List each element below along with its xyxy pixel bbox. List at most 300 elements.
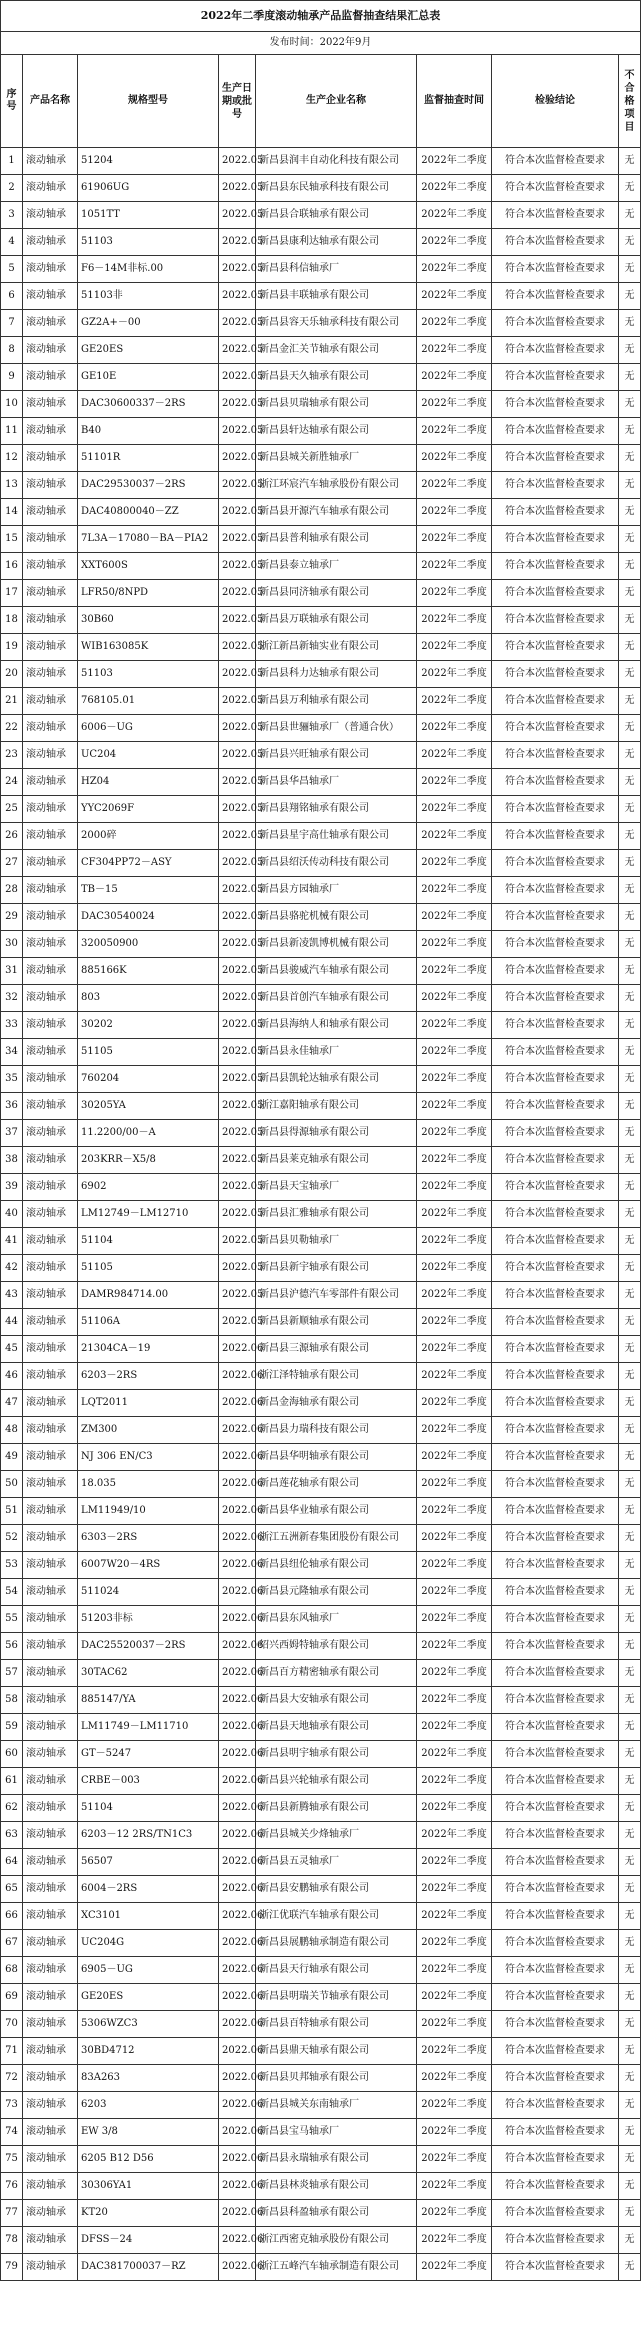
row-model: CF304PP72－ASY [78,850,219,877]
row-failed: 无 [619,1984,641,2011]
row-date: 2022.05 [219,661,256,688]
row-product: 滚动轴承 [23,1147,78,1174]
table-row [1,688,641,715]
row-time: 2022年二季度 [417,1390,492,1417]
row-failed: 无 [619,985,641,1012]
row-failed: 无 [619,1660,641,1687]
row-index: 24 [1,769,23,796]
row-conclusion: 符合本次监督检查要求 [492,1309,619,1336]
row-model: 51203非标 [78,1606,219,1633]
row-time: 2022年二季度 [417,1849,492,1876]
row-company: 新昌县兴轮轴承有限公司 [256,1768,417,1795]
row-conclusion: 符合本次监督检查要求 [492,364,619,391]
row-time: 2022年二季度 [417,607,492,634]
row-date: 2022.05 [219,1174,256,1201]
row-index: 18 [1,607,23,634]
row-model: WIB163085K [78,634,219,661]
row-index: 73 [1,2092,23,2119]
row-conclusion: 符合本次监督检查要求 [492,904,619,931]
row-time: 2022年二季度 [417,1714,492,1741]
row-date: 2022.05 [219,715,256,742]
row-time: 2022年二季度 [417,1471,492,1498]
row-product: 滚动轴承 [23,796,78,823]
row-date: 2022.06 [219,2227,256,2254]
row-company: 浙江泽特轴承有限公司 [256,1363,417,1390]
row-time: 2022年二季度 [417,1228,492,1255]
row-time: 2022年二季度 [417,1093,492,1120]
row-failed: 无 [619,1525,641,1552]
row-index: 1 [1,148,23,175]
row-company: 新昌县东民轴承科技有限公司 [256,175,417,202]
row-conclusion: 符合本次监督检查要求 [492,1012,619,1039]
row-date: 2022.05 [219,904,256,931]
row-conclusion: 符合本次监督检查要求 [492,1579,619,1606]
table-row [1,1957,641,1984]
row-company: 新昌县天久轴承有限公司 [256,364,417,391]
row-time: 2022年二季度 [417,1174,492,1201]
row-conclusion: 符合本次监督检查要求 [492,2227,619,2254]
row-company: 新昌县骆驼机械有限公司 [256,904,417,931]
row-conclusion: 符合本次监督检查要求 [492,634,619,661]
row-conclusion: 符合本次监督检查要求 [492,823,619,850]
row-date: 2022.06 [219,2038,256,2065]
row-date: 2022.06 [219,1741,256,1768]
table-row [1,1417,641,1444]
row-time: 2022年二季度 [417,445,492,472]
row-conclusion: 符合本次监督检查要求 [492,1633,619,1660]
row-time: 2022年二季度 [417,1282,492,1309]
row-model: 6905－UG [78,1957,219,1984]
table-row [1,391,641,418]
row-failed: 无 [619,877,641,904]
row-product: 滚动轴承 [23,1282,78,1309]
row-date: 2022.05 [219,337,256,364]
row-date: 2022.06 [219,1822,256,1849]
row-date: 2022.06 [219,1525,256,1552]
row-failed: 无 [619,202,641,229]
table-row [1,1714,641,1741]
row-product: 滚动轴承 [23,688,78,715]
row-conclusion: 符合本次监督检查要求 [492,2038,619,2065]
row-index: 48 [1,1417,23,1444]
row-company: 新昌县五灵轴承厂 [256,1849,417,1876]
row-model: 61906UG [78,175,219,202]
row-conclusion: 符合本次监督检查要求 [492,337,619,364]
row-date: 2022.06 [219,1471,256,1498]
row-index: 2 [1,175,23,202]
row-time: 2022年二季度 [417,823,492,850]
row-company: 新昌县力瑞科技有限公司 [256,1417,417,1444]
row-conclusion: 符合本次监督检查要求 [492,688,619,715]
table-row [1,634,641,661]
row-index: 7 [1,310,23,337]
table-row [1,1147,641,1174]
row-time: 2022年二季度 [417,499,492,526]
row-product: 滚动轴承 [23,1174,78,1201]
table-row [1,283,641,310]
row-conclusion: 符合本次监督检查要求 [492,256,619,283]
row-time: 2022年二季度 [417,256,492,283]
row-product: 滚动轴承 [23,337,78,364]
row-date: 2022.06 [219,2092,256,2119]
row-failed: 无 [619,769,641,796]
table-row [1,1876,641,1903]
row-failed: 无 [619,1822,641,1849]
row-failed: 无 [619,2065,641,2092]
row-date: 2022.05 [219,742,256,769]
row-date: 2022.06 [219,1687,256,1714]
row-model: 6006－UG [78,715,219,742]
row-failed: 无 [619,2173,641,2200]
table-row [1,2254,641,2281]
row-date: 2022.05 [219,283,256,310]
row-model: HZ04 [78,769,219,796]
row-product: 滚动轴承 [23,634,78,661]
row-company: 新昌县华明轴承有限公司 [256,1444,417,1471]
row-conclusion: 符合本次监督检查要求 [492,1768,619,1795]
table-row [1,823,641,850]
row-company: 新昌县贝勒轴承厂 [256,1228,417,1255]
table-row [1,661,641,688]
row-conclusion: 符合本次监督检查要求 [492,2254,619,2281]
row-failed: 无 [619,1930,641,1957]
row-model: GE10E [78,364,219,391]
table-row [1,229,641,256]
row-date: 2022.05 [219,877,256,904]
row-index: 26 [1,823,23,850]
row-index: 22 [1,715,23,742]
row-product: 滚动轴承 [23,2119,78,2146]
header-index: 序号 [1,55,23,148]
row-company: 新昌县容天乐轴承科技有限公司 [256,310,417,337]
row-time: 2022年二季度 [417,283,492,310]
row-model: B40 [78,418,219,445]
row-time: 2022年二季度 [417,1795,492,1822]
table-row [1,1255,641,1282]
row-product: 滚动轴承 [23,1498,78,1525]
row-product: 滚动轴承 [23,283,78,310]
row-model: DAC29530037－2RS [78,472,219,499]
row-time: 2022年二季度 [417,931,492,958]
row-company: 新昌县城关东南轴承厂 [256,2092,417,2119]
row-failed: 无 [619,445,641,472]
row-index: 51 [1,1498,23,1525]
row-date: 2022.06 [219,1579,256,1606]
row-conclusion: 符合本次监督检查要求 [492,499,619,526]
row-time: 2022年二季度 [417,2038,492,2065]
table-row [1,337,641,364]
row-time: 2022年二季度 [417,1687,492,1714]
row-time: 2022年二季度 [417,1822,492,1849]
row-index: 46 [1,1363,23,1390]
row-index: 77 [1,2200,23,2227]
row-model: 203KRR－X5/8 [78,1147,219,1174]
header-row [1,55,641,148]
row-failed: 无 [619,472,641,499]
row-model: 760204 [78,1066,219,1093]
row-company: 新昌县华业轴承有限公司 [256,1498,417,1525]
row-failed: 无 [619,283,641,310]
row-company: 新昌县莱克轴承有限公司 [256,1147,417,1174]
row-date: 2022.05 [219,472,256,499]
row-model: 83A263 [78,2065,219,2092]
row-failed: 无 [619,1903,641,1930]
row-conclusion: 符合本次监督检查要求 [492,1525,619,1552]
row-time: 2022年二季度 [417,1336,492,1363]
table-row [1,445,641,472]
row-product: 滚动轴承 [23,418,78,445]
table-row [1,1471,641,1498]
table-row [1,877,641,904]
row-product: 滚动轴承 [23,2254,78,2281]
row-index: 29 [1,904,23,931]
row-conclusion: 符合本次监督检查要求 [492,2146,619,2173]
row-company: 新昌县展鹏轴承制造有限公司 [256,1930,417,1957]
row-time: 2022年二季度 [417,1525,492,1552]
table-row [1,364,641,391]
row-date: 2022.05 [219,1066,256,1093]
row-time: 2022年二季度 [417,742,492,769]
row-product: 滚动轴承 [23,769,78,796]
row-product: 滚动轴承 [23,472,78,499]
row-failed: 无 [619,607,641,634]
row-index: 68 [1,1957,23,1984]
row-index: 72 [1,2065,23,2092]
row-model: 1051TT [78,202,219,229]
row-company: 新昌县林炎轴承有限公司 [256,2173,417,2200]
row-failed: 无 [619,175,641,202]
row-date: 2022.06 [219,1363,256,1390]
row-index: 64 [1,1849,23,1876]
row-conclusion: 符合本次监督检查要求 [492,283,619,310]
row-model: TB－15 [78,877,219,904]
row-product: 滚动轴承 [23,526,78,553]
row-company: 新昌县兴旺轴承有限公司 [256,742,417,769]
row-model: CRBE－003 [78,1768,219,1795]
row-product: 滚动轴承 [23,1444,78,1471]
row-date: 2022.06 [219,2011,256,2038]
row-time: 2022年二季度 [417,796,492,823]
row-product: 滚动轴承 [23,1093,78,1120]
row-date: 2022.05 [219,499,256,526]
row-date: 2022.05 [219,823,256,850]
row-date: 2022.06 [219,1417,256,1444]
row-conclusion: 符合本次监督检查要求 [492,1282,619,1309]
row-time: 2022年二季度 [417,148,492,175]
row-failed: 无 [619,229,641,256]
table-row [1,1795,641,1822]
row-index: 53 [1,1552,23,1579]
table-row [1,1741,641,1768]
row-product: 滚动轴承 [23,1984,78,2011]
row-company: 新昌县新宇轴承有限公司 [256,1255,417,1282]
row-product: 滚动轴承 [23,1849,78,1876]
row-time: 2022年二季度 [417,2173,492,2200]
header-time: 监督抽查时间 [417,55,492,148]
row-company: 新昌县润丰自动化科技有限公司 [256,148,417,175]
row-company: 浙江西密克轴承股份有限公司 [256,2227,417,2254]
row-company: 浙江嘉阳轴承有限公司 [256,1093,417,1120]
row-model: XXT600S [78,553,219,580]
row-conclusion: 符合本次监督检查要求 [492,1714,619,1741]
row-conclusion: 符合本次监督检查要求 [492,877,619,904]
row-date: 2022.06 [219,1876,256,1903]
row-product: 滚动轴承 [23,742,78,769]
row-company: 新昌县天宝轴承厂 [256,1174,417,1201]
table-row [1,175,641,202]
row-company: 浙江新昌新轴实业有限公司 [256,634,417,661]
row-index: 36 [1,1093,23,1120]
row-conclusion: 符合本次监督检查要求 [492,1201,619,1228]
row-index: 8 [1,337,23,364]
row-company: 新昌县绍沃传动科技有限公司 [256,850,417,877]
row-date: 2022.06 [219,1552,256,1579]
row-index: 21 [1,688,23,715]
row-index: 4 [1,229,23,256]
row-index: 66 [1,1903,23,1930]
row-product: 滚动轴承 [23,1363,78,1390]
row-product: 滚动轴承 [23,1957,78,1984]
table-row [1,1903,641,1930]
row-time: 2022年二季度 [417,2065,492,2092]
row-index: 25 [1,796,23,823]
table-row [1,2227,641,2254]
row-date: 2022.05 [219,1201,256,1228]
row-date: 2022.05 [219,364,256,391]
row-product: 滚动轴承 [23,1822,78,1849]
row-model: DAC40800040－ZZ [78,499,219,526]
row-product: 滚动轴承 [23,1255,78,1282]
row-conclusion: 符合本次监督检查要求 [492,1444,619,1471]
row-failed: 无 [619,2254,641,2281]
row-date: 2022.05 [219,796,256,823]
row-model: 6902 [78,1174,219,1201]
table-row [1,1120,641,1147]
row-date: 2022.06 [219,1768,256,1795]
row-failed: 无 [619,715,641,742]
row-product: 滚动轴承 [23,202,78,229]
row-index: 69 [1,1984,23,2011]
row-product: 滚动轴承 [23,175,78,202]
row-index: 32 [1,985,23,1012]
table-row [1,1309,641,1336]
row-index: 15 [1,526,23,553]
row-date: 2022.06 [219,1660,256,1687]
row-conclusion: 符合本次监督检查要求 [492,607,619,634]
table-row [1,2011,641,2038]
row-date: 2022.06 [219,2254,256,2281]
row-company: 新昌县沪德汽车零部件有限公司 [256,1282,417,1309]
row-date: 2022.06 [219,1606,256,1633]
row-product: 滚动轴承 [23,1903,78,1930]
row-time: 2022年二季度 [417,1012,492,1039]
row-company: 新昌县元隆轴承有限公司 [256,1579,417,1606]
row-failed: 无 [619,1876,641,1903]
row-failed: 无 [619,310,641,337]
row-company: 新昌县三源轴承有限公司 [256,1336,417,1363]
row-model: 768105.01 [78,688,219,715]
row-time: 2022年二季度 [417,1039,492,1066]
row-product: 滚动轴承 [23,148,78,175]
row-conclusion: 符合本次监督检查要求 [492,310,619,337]
row-index: 33 [1,1012,23,1039]
row-index: 28 [1,877,23,904]
row-date: 2022.06 [219,1498,256,1525]
row-time: 2022年二季度 [417,1147,492,1174]
row-conclusion: 符合本次监督检查要求 [492,2011,619,2038]
row-model: EW 3/8 [78,2119,219,2146]
row-date: 2022.05 [219,148,256,175]
row-conclusion: 符合本次监督检查要求 [492,985,619,1012]
row-time: 2022年二季度 [417,1363,492,1390]
row-failed: 无 [619,688,641,715]
table-row [1,2200,641,2227]
row-failed: 无 [619,634,641,661]
row-model: 2000碎 [78,823,219,850]
row-date: 2022.05 [219,931,256,958]
row-company: 新昌金海轴承有限公司 [256,1390,417,1417]
row-date: 2022.06 [219,1633,256,1660]
table-row [1,742,641,769]
row-conclusion: 符合本次监督检查要求 [492,1174,619,1201]
row-failed: 无 [619,661,641,688]
row-time: 2022年二季度 [417,958,492,985]
row-conclusion: 符合本次监督检查要求 [492,2092,619,2119]
row-date: 2022.06 [219,2200,256,2227]
row-index: 31 [1,958,23,985]
table-row [1,1390,641,1417]
row-failed: 无 [619,2119,641,2146]
row-company: 新昌县新顺轴承有限公司 [256,1309,417,1336]
row-model: ZM300 [78,1417,219,1444]
row-product: 滚动轴承 [23,2146,78,2173]
row-time: 2022年二季度 [417,1741,492,1768]
row-failed: 无 [619,364,641,391]
table-row [1,958,641,985]
row-model: 7L3A－17080－BA－PIA2 [78,526,219,553]
table-row [1,1552,641,1579]
row-conclusion: 符合本次监督检查要求 [492,1039,619,1066]
row-product: 滚动轴承 [23,823,78,850]
row-model: LQT2011 [78,1390,219,1417]
row-company: 新昌县科信轴承厂 [256,256,417,283]
row-index: 13 [1,472,23,499]
row-time: 2022年二季度 [417,391,492,418]
row-failed: 无 [619,499,641,526]
row-time: 2022年二季度 [417,2254,492,2281]
table-row [1,1579,641,1606]
row-time: 2022年二季度 [417,2227,492,2254]
table-row [1,1282,641,1309]
row-date: 2022.05 [219,310,256,337]
row-time: 2022年二季度 [417,310,492,337]
row-failed: 无 [619,1282,641,1309]
row-failed: 无 [619,1012,641,1039]
header-product: 产品名称 [23,55,78,148]
table-row [1,1066,641,1093]
row-conclusion: 符合本次监督检查要求 [492,715,619,742]
row-failed: 无 [619,1309,641,1336]
row-product: 滚动轴承 [23,1741,78,1768]
row-failed: 无 [619,1498,641,1525]
table-row [1,1984,641,2011]
table-row [1,607,641,634]
row-index: 47 [1,1390,23,1417]
row-date: 2022.05 [219,418,256,445]
row-failed: 无 [619,1768,641,1795]
row-time: 2022年二季度 [417,1957,492,1984]
table-row [1,1093,641,1120]
